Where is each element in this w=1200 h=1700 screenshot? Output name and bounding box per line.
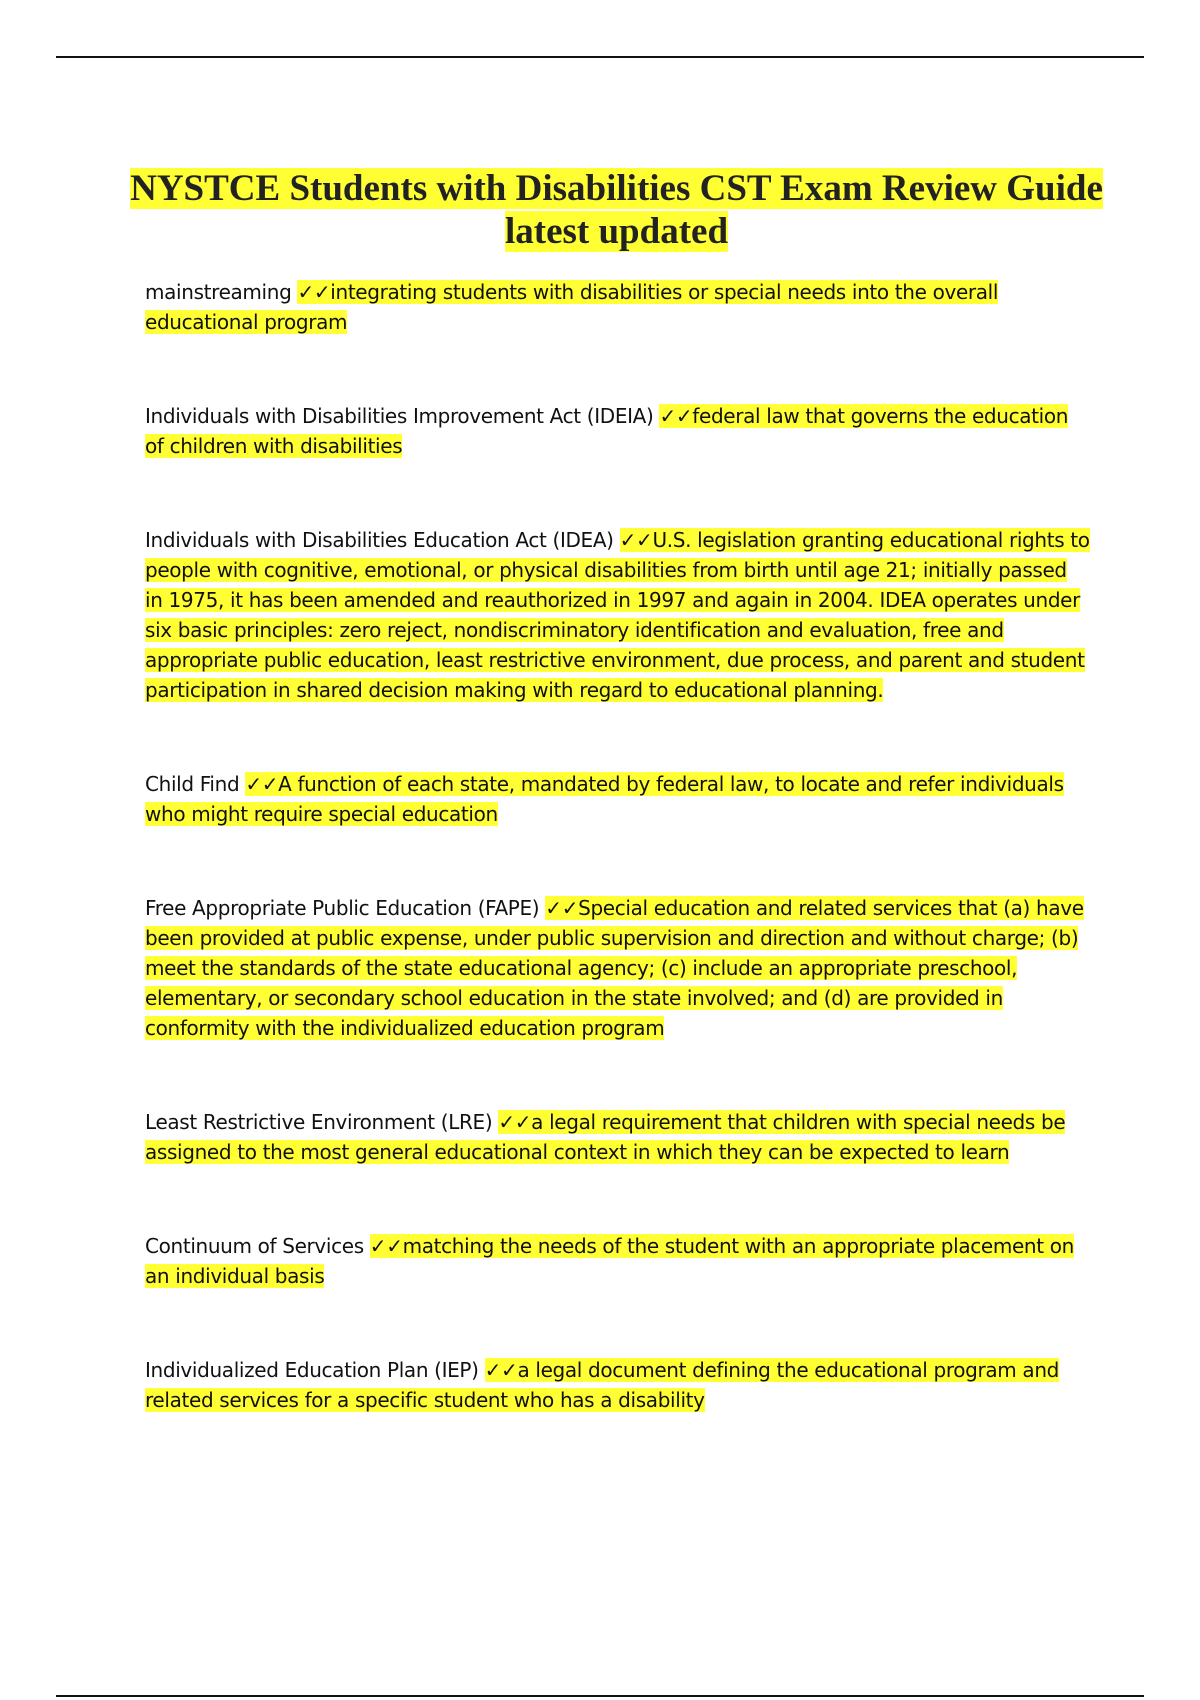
term-entry-fape [145, 893, 1090, 1043]
term-definition: A function of each state, mandated by federal law, to locate and refer individuals who might require special education [145, 772, 1064, 826]
double-check-icon: ✓✓ [369, 1234, 403, 1258]
term-definition: U.S. legislation granting educational rights to people with cognitive, emotional, or physical disabilities from birth until age 21; initially passed in 1975, it has been amended and reauthorized in 1997 and again in 2004. IDEA operates under six basic principles: zero reject, nondiscriminatory identification and evaluation, free and appropriate public education, least restrictive environment, due process, and parent and student participation in shared decision making with regard to educational planning. [145, 528, 1090, 702]
term-list [145, 277, 1090, 1479]
term-entry-continuum-of-services [145, 1231, 1090, 1291]
term-entry-mainstreaming [145, 277, 1090, 337]
double-check-icon: ✓✓ [297, 280, 331, 304]
term-label: Free Appropriate Public Education (FAPE) [145, 896, 540, 920]
double-check-icon: ✓✓ [545, 896, 579, 920]
term-label: Individuals with Disabilities Education Act (IDEA) [145, 528, 614, 552]
term-definition: a legal document defining the educational program and related services for a specific student who has a disability [145, 1358, 1060, 1412]
term-label: Individuals with Disabilities Improvement Act (IDEIA) [145, 404, 654, 428]
term-definition: Special education and related services that (a) have been provided at public expense, under public supervision and direction and without charge; (b) meet the standards of the state educational agency; (c) include an appropriate preschool, elementary, or secondary school education in the state involved; and (d) are provided in conformity with the individualized education program [145, 896, 1084, 1040]
double-check-icon: ✓✓ [659, 404, 693, 428]
term-label: Least Restrictive Environment (LRE) [145, 1110, 493, 1134]
term-label: Child Find [145, 772, 240, 796]
term-entry-child-find [145, 769, 1090, 829]
term-definition: a legal requirement that children with special needs be assigned to the most general educational context in which they can be expected to learn [145, 1110, 1066, 1164]
double-check-icon: ✓✓ [245, 772, 279, 796]
term-label: mainstreaming [145, 280, 292, 304]
term-entry-idea [145, 525, 1090, 705]
term-entry-lre [145, 1107, 1090, 1167]
term-label: Continuum of Services [145, 1234, 364, 1258]
term-definition: matching the needs of the student with an appropriate placement on an individual basis [145, 1234, 1074, 1288]
term-entry-iep [145, 1355, 1090, 1415]
double-check-icon: ✓✓ [484, 1358, 518, 1382]
term-entry-ideia [145, 401, 1090, 461]
top-rule [56, 56, 1144, 58]
double-check-icon: ✓✓ [498, 1110, 532, 1134]
double-check-icon: ✓✓ [619, 528, 653, 552]
document-title-text: NYSTCE Students with Disabilities CST Exam Review Guide latest updated [130, 167, 1103, 252]
term-definition: federal law that governs the education of children with disabilities [145, 404, 1069, 458]
document-title [120, 167, 1113, 253]
bottom-rule [56, 1695, 1144, 1697]
term-label: Individualized Education Plan (IEP) [145, 1358, 479, 1382]
term-definition: integrating students with disabilities or special needs into the overall educational program [145, 280, 999, 334]
